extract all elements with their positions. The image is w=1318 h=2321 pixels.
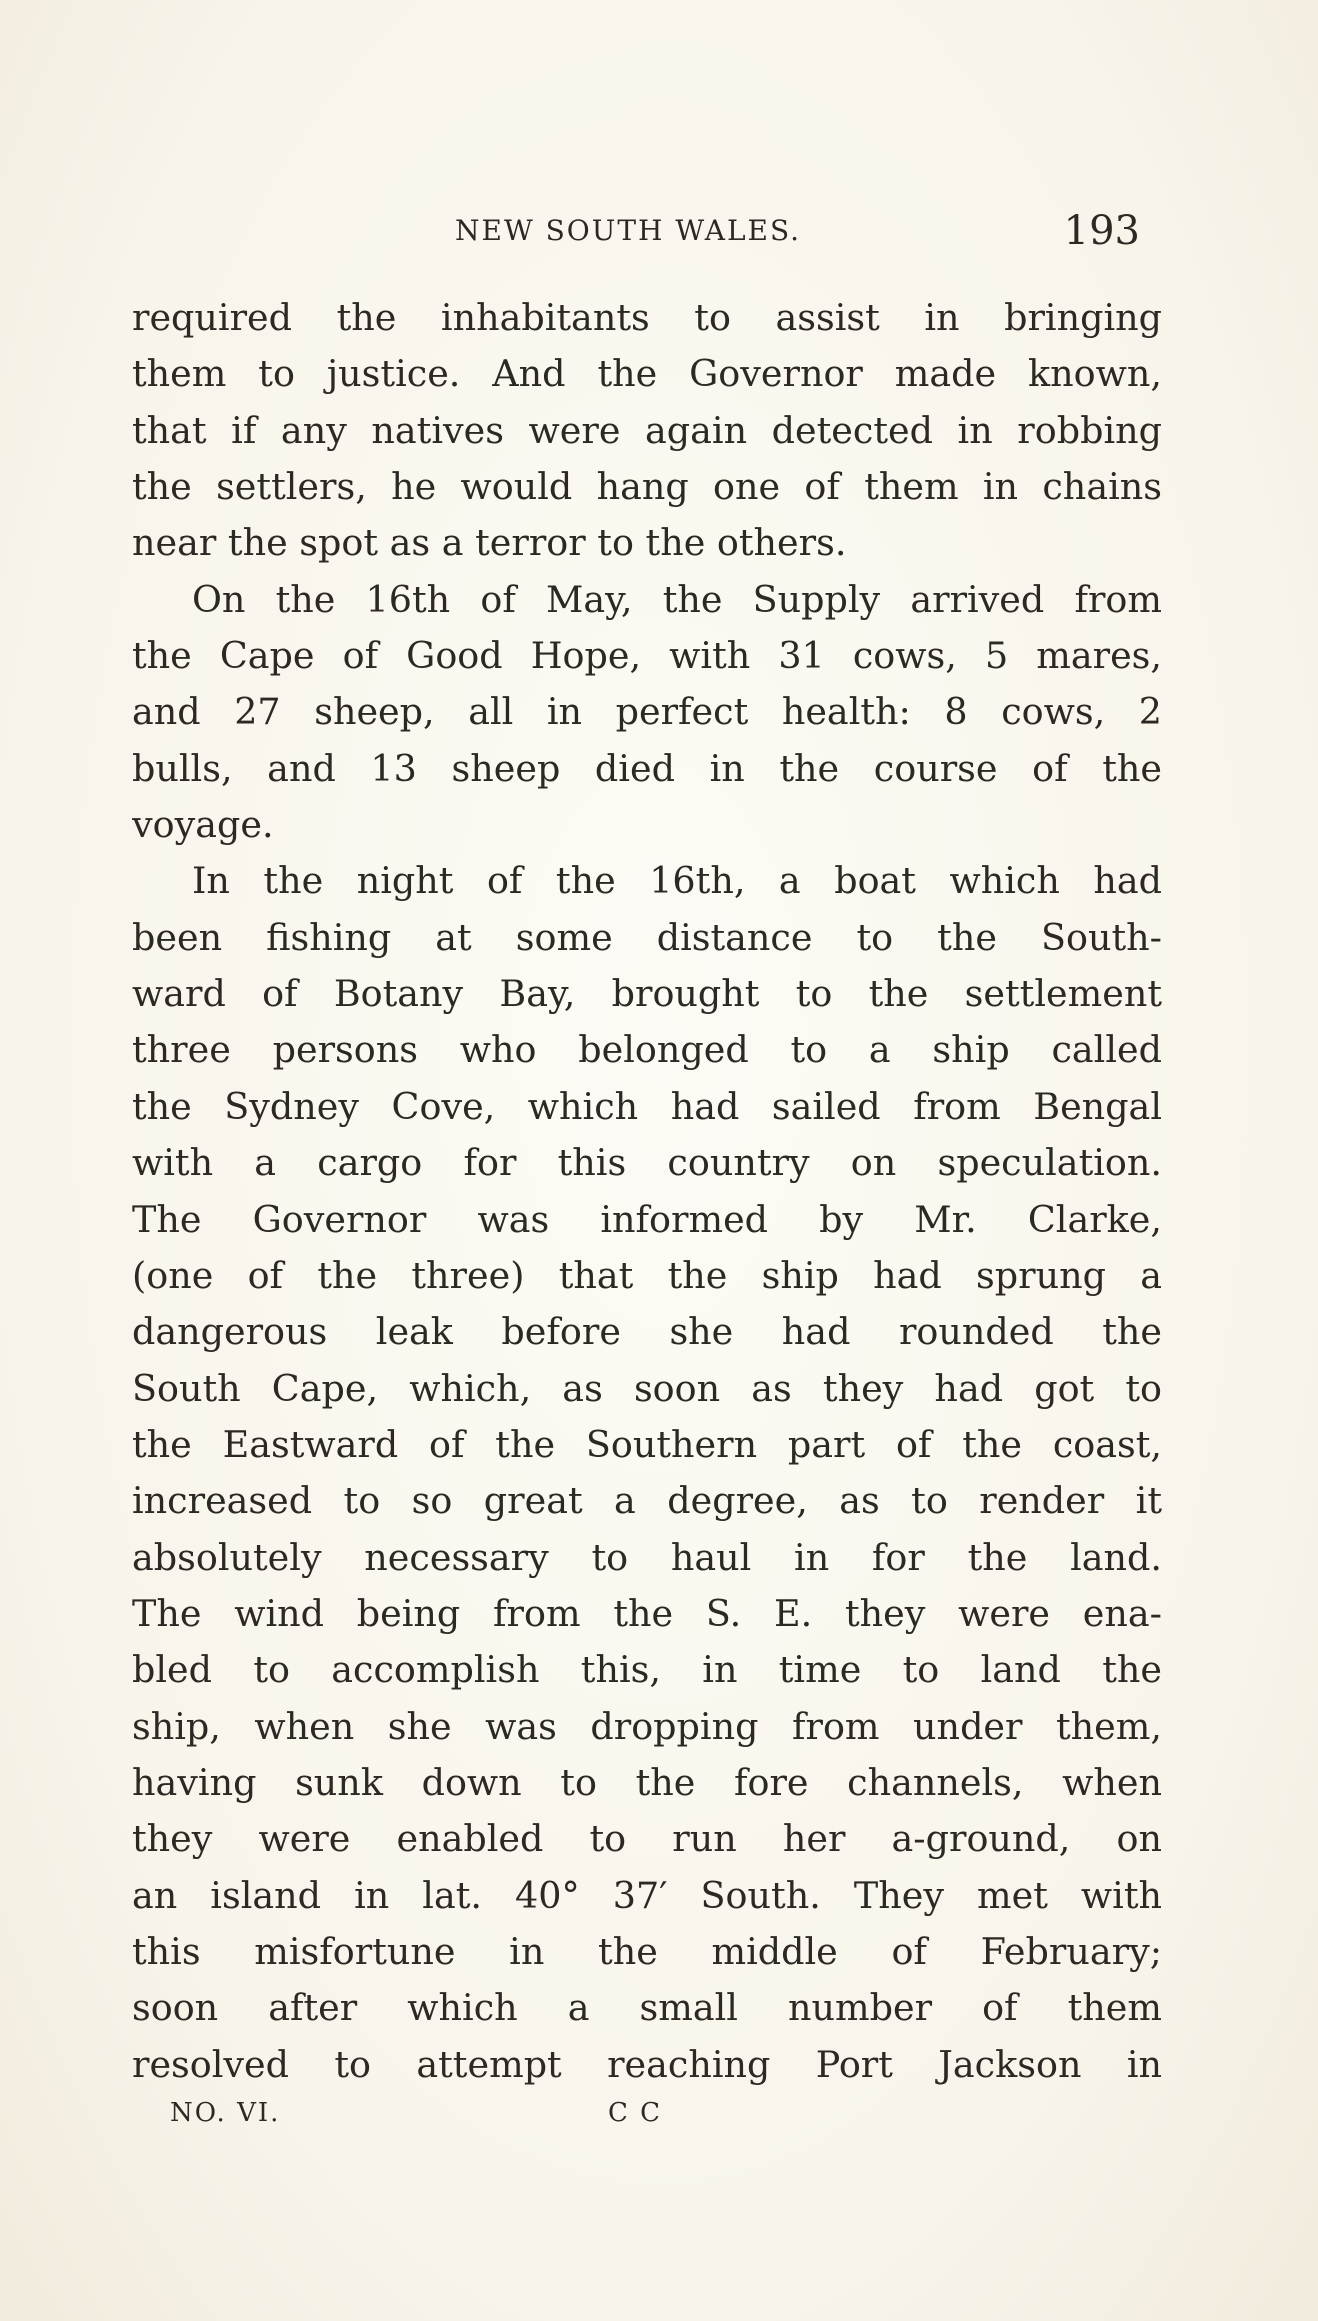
sheet-mark: C C: [608, 2098, 663, 2128]
running-head-title: NEW SOUTH WALES.: [455, 214, 802, 247]
text-line: been fishing at some distance to the South-: [132, 915, 1162, 959]
text-line: and 27 sheep, all in perfect health: 8 cows, 2: [132, 690, 1162, 734]
text-line: South Cape, which, as soon as they had got to: [132, 1366, 1162, 1410]
text-line: ship, when she was dropping from under them,: [132, 1704, 1162, 1748]
running-head: [455, 208, 1155, 258]
text-line: ward of Botany Bay, brought to the settlement: [132, 972, 1162, 1016]
text-line: On the 16th of May, the Supply arrived from: [192, 577, 1162, 621]
text-line: required the inhabitants to assist in bringing: [132, 296, 1162, 339]
text-line: increased to so great a degree, as to render it: [132, 1479, 1162, 1523]
text-line: the Sydney Cove, which had sailed from Bengal: [132, 1084, 1162, 1128]
text-line: dangerous leak before she had rounded the: [132, 1310, 1162, 1354]
text-line: bled to accomplish this, in time to land the: [132, 1648, 1162, 1692]
text-line: bulls, and 13 sheep died in the course of the: [132, 746, 1162, 790]
text-line: the Eastward of the Southern part of the coast,: [132, 1422, 1162, 1466]
text-line: resolved to attempt reaching Port Jackson in: [132, 2042, 1162, 2086]
text-line: voyage.: [132, 803, 274, 847]
text-line: absolutely necessary to haul in for the land.: [132, 1535, 1162, 1579]
text-line: they were enabled to run her a-ground, on: [132, 1817, 1162, 1861]
text-line: that if any natives were again detected in robbing: [132, 408, 1162, 452]
signature-mark: NO. VI.: [170, 2098, 281, 2128]
text-line: this misfortune in the middle of February;: [132, 1929, 1162, 1973]
text-line: near the spot as a terror to the others.: [132, 521, 847, 565]
page-footer: [170, 2098, 770, 2138]
text-line: In the night of the 16th, a boat which had: [192, 859, 1162, 903]
text-line: The Governor was informed by Mr. Clarke,: [132, 1197, 1162, 1241]
text-line: the settlers, he would hang one of them in chains: [132, 465, 1162, 509]
text-line: three persons who belonged to a ship called: [132, 1028, 1162, 1072]
text-line: The wind being from the S. E. they were ena-: [132, 1591, 1162, 1635]
text-line: with a cargo for this country on speculation.: [132, 1141, 1162, 1185]
body-text: [132, 290, 1162, 2093]
text-line: them to justice. And the Governor made known,: [132, 352, 1162, 396]
text-line: having sunk down to the fore channels, when: [132, 1760, 1162, 1804]
text-line: the Cape of Good Hope, with 31 cows, 5 mares,: [132, 634, 1162, 678]
text-line: (one of the three) that the ship had sprung a: [132, 1253, 1162, 1297]
page-number: 193: [1063, 208, 1140, 254]
text-line: an island in lat. 40° 37′ South. They met with: [132, 1873, 1162, 1917]
text-line: soon after which a small number of them: [132, 1986, 1162, 2030]
